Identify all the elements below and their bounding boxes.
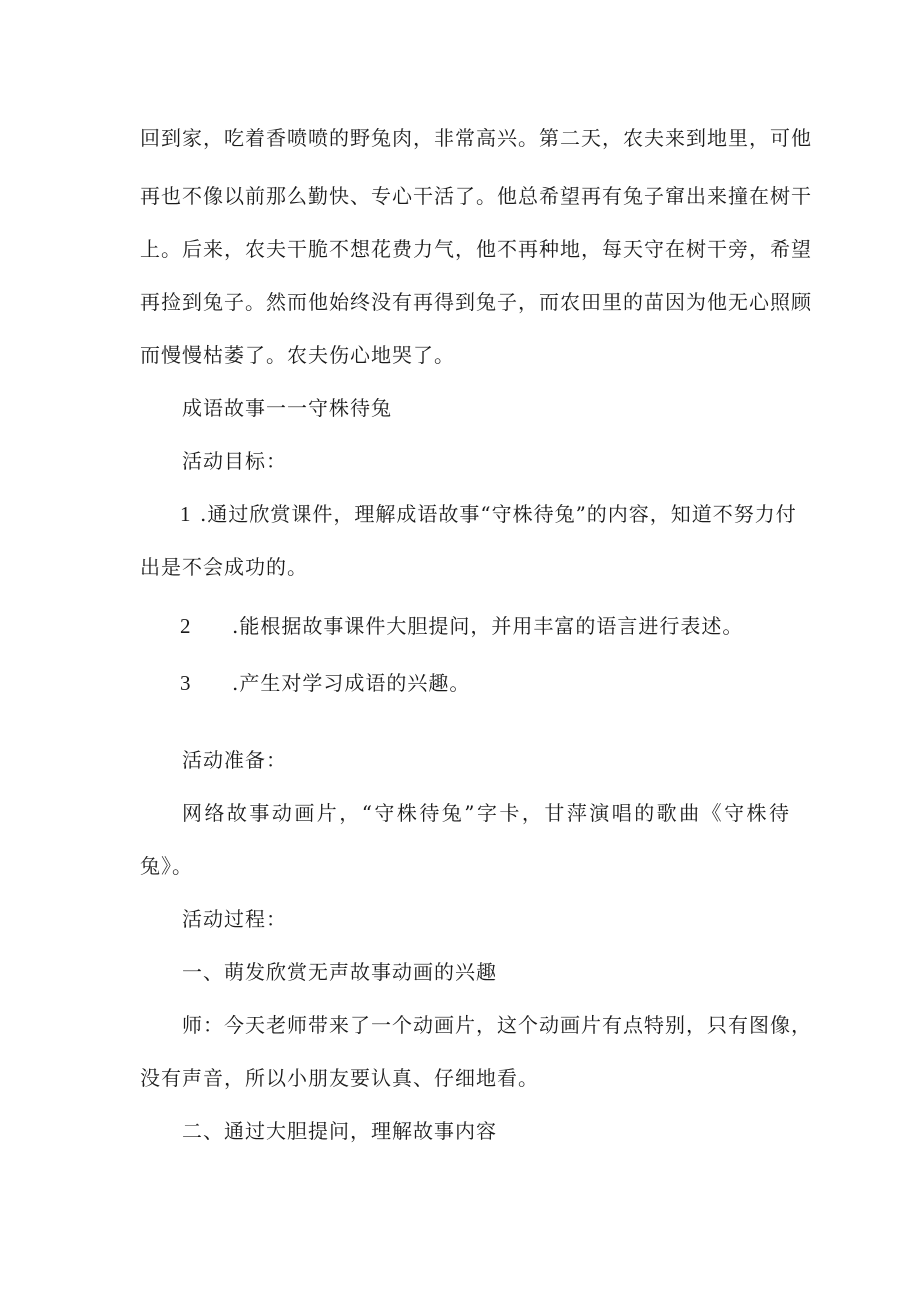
objectives-heading: 活动目标： — [182, 449, 287, 473]
objective-2-text: .能根据故事课件大胆提问，并用丰富的语言进行表述。 — [232, 614, 744, 638]
preparation-line-1: 网络故事动画片，“守株待兔”字卡，甘萍演唱的歌曲《守株待 — [182, 801, 790, 825]
section-title: 成语故事一一守株待兔 — [182, 396, 392, 420]
objective-3-number: 3 — [180, 671, 191, 695]
objective-3-text: .产生对学习成语的兴趣。 — [232, 671, 471, 695]
story-line-4: 再捡到兔子。然而他始终没有再得到兔子，而农田里的苗因为他无心照顾 — [140, 290, 812, 314]
objective-1-text: .通过欣赏课件，理解成语故事“守株待兔”的内容，知道不努力付 — [200, 502, 797, 526]
objective-2-number: 2 — [180, 614, 191, 638]
objective-1-number: 1 — [180, 502, 191, 526]
story-line-2: 再也不像以前那么勤快、专心干活了。他总希望再有兔子窜出来撞在树干 — [140, 184, 812, 208]
process-step-1: 一、萌发欣赏无声故事动画的兴趣 — [182, 960, 497, 984]
preparation-line-2: 兔》。 — [140, 854, 193, 878]
story-line-3: 上。后来，农夫干脆不想花费力气，他不再种地，每天守在树干旁，希望 — [140, 237, 812, 261]
objective-1-continuation: 出是不会成功的。 — [140, 555, 308, 579]
teacher-line-1: 师：今天老师带来了一个动画片，这个动画片有点特别，只有图像， — [182, 1013, 812, 1037]
story-line-1: 回到家，吃着香喷喷的野兔肉，非常高兴。第二天，农夫来到地里，可他 — [140, 126, 812, 150]
teacher-line-2: 没有声音，所以小朋友要认真、仔细地看。 — [140, 1066, 539, 1090]
process-step-2: 二、通过大胆提问，理解故事内容 — [182, 1119, 497, 1143]
preparation-heading: 活动准备： — [182, 748, 287, 772]
story-line-5: 而慢慢枯萎了。农夫伤心地哭了。 — [140, 343, 455, 367]
process-heading: 活动过程： — [182, 907, 287, 931]
